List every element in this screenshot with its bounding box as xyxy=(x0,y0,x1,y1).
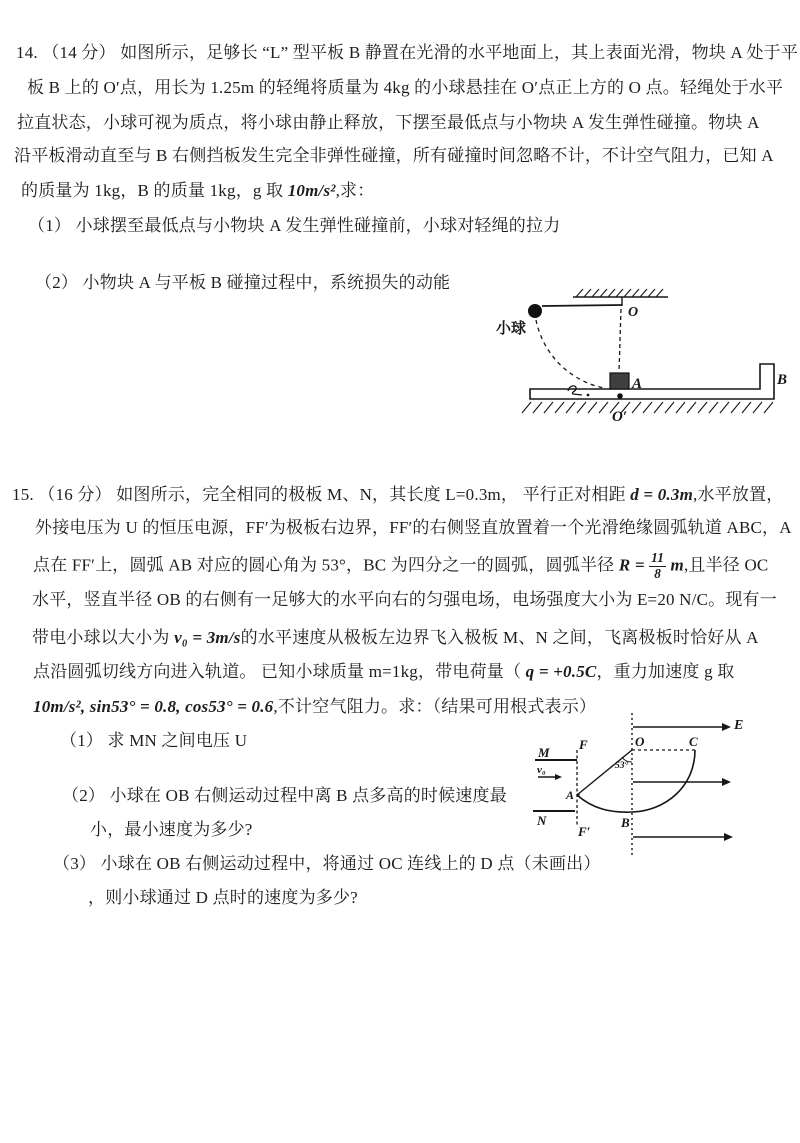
plate-n-label: N xyxy=(537,813,547,828)
p14-question-2: （2） 小物块 A 与平板 B 碰撞过程中，系统损失的动能 xyxy=(35,273,451,292)
f-prime-label: F′ xyxy=(578,824,591,839)
p15-line-4: 水平，竖直半径 OB 的右侧有一足够大的水平向右的匀强电场，电场强度大小为 E=20 N/C。现有一 xyxy=(32,590,777,609)
vertical-dashed-line xyxy=(619,309,621,372)
point-c-label: C xyxy=(689,734,698,749)
p14-line-3: 拉直状态，小球可视为质点，将小球由静止释放，下摆至最低点与小物块 A 发生弹性碰撞。物块 A xyxy=(17,113,760,132)
point-b-label: B xyxy=(621,815,630,830)
pendulum-ball xyxy=(528,304,542,318)
p15-line-7: 10m/s², sin53° = 0.8, cos53° = 0.6,不计空气阻力。求：（结果可用根式表示） xyxy=(33,697,597,716)
p15-line-2: 外接电压为 U 的恒压电源，FF′为极板右边界，FF′的右侧竖直放置着一个光滑绝缘圆弧轨道 ABC，A xyxy=(35,518,792,537)
problem15-diagram xyxy=(525,705,765,865)
p15-question-3-line-1: （3） 小球在 OB 右侧运动过程中，将通过 OC 连线上的 D 点（未画出） xyxy=(53,854,601,873)
p15-line-5: 带电小球以大小为 v₀ = 3m/s的水平速度从极板左边界飞入极板 M、N 之间，飞离极板时恰好从 A xyxy=(32,628,759,647)
v0-label: v₀ xyxy=(537,764,546,776)
p15-question-2-line-1: （2） 小球在 OB 右侧运动过程中离 B 点多高的时候速度最 xyxy=(62,786,507,805)
ball-label: 小球 xyxy=(496,321,527,337)
field-arrow-middle xyxy=(633,778,731,786)
problem14-diagram xyxy=(488,285,800,430)
f-label: F xyxy=(579,737,588,752)
p14-question-1: （1） 小球摆至最低点与小物块 A 发生弹性碰撞前，小球对轻绳的拉力 xyxy=(28,216,561,235)
p15-question-1: （1） 求 MN 之间电压 U xyxy=(60,731,248,750)
p15-question-3-line-2: ，则小球通过 D 点时的速度为多少? xyxy=(88,888,358,907)
p14-line-4: 沿平板滑动直至与 B 右侧挡板发生完全非弹性碰撞，所有碰撞时间忽略不计，不计空气阻力，已知 A xyxy=(14,146,774,165)
field-arrow-bottom xyxy=(633,833,733,841)
plate-m-label: M xyxy=(538,745,550,760)
plank-b-outline xyxy=(530,364,774,399)
p14-line-2: 板 B 上的 O′点，用长为 1.25m 的轻绳将质量为 4kg 的小球悬挂在 O′点正上方的 O 点。轻绳处于水平 xyxy=(27,78,784,97)
field-e-label: E xyxy=(734,718,744,733)
p15-line-3: 点在 FF′上，圆弧 AB 对应的圆心角为 53°，BC 为四分之一的圆弧，圆弧半径 R = $\frac{11}{8}$ m,且半径 OC xyxy=(33,550,769,581)
p15-line-6: 点沿圆弧切线方向进入轨道。 已知小球质量 m=1kg，带电荷量（ q = +0.5C，重力加速度 g 取 xyxy=(33,662,735,681)
block-a-label: A xyxy=(632,376,643,392)
point-o-label: O xyxy=(628,305,639,320)
oa-radius-line xyxy=(577,750,632,795)
field-arrow-top xyxy=(633,723,731,731)
ceiling-hatch xyxy=(576,289,663,297)
rope-line xyxy=(542,305,622,306)
point-a-label: A xyxy=(566,788,575,802)
plank-mark-dot xyxy=(587,394,590,397)
p15-question-2-line-2: 小，最小速度为多少? xyxy=(90,820,253,839)
angle-label: 53° xyxy=(615,761,629,771)
point-a xyxy=(576,793,579,796)
center-o-label: O xyxy=(635,734,645,749)
o-prime-point xyxy=(617,393,623,399)
block-a xyxy=(610,373,629,389)
p14-line-1: 14. （14 分） 如图所示，足够长 “L” 型平板 B 静置在光滑的水平地面上，其上表面光滑，物块 A 处于平 xyxy=(16,43,799,62)
p14-line-5: 的质量为 1kg，B 的质量 1kg，g 取 10m/s²,求： xyxy=(21,181,375,200)
o-prime-label: O′ xyxy=(612,409,628,425)
swing-arc-dashed xyxy=(536,320,604,388)
plate-b-label: B xyxy=(777,372,788,388)
p15-line-1: 15. （16 分） 如图所示，完全相同的极板 M、N，其长度 L=0.3m， 平行正对相距 d = 0.3m,水平放置， xyxy=(12,485,784,504)
ground-hatch xyxy=(522,402,773,413)
